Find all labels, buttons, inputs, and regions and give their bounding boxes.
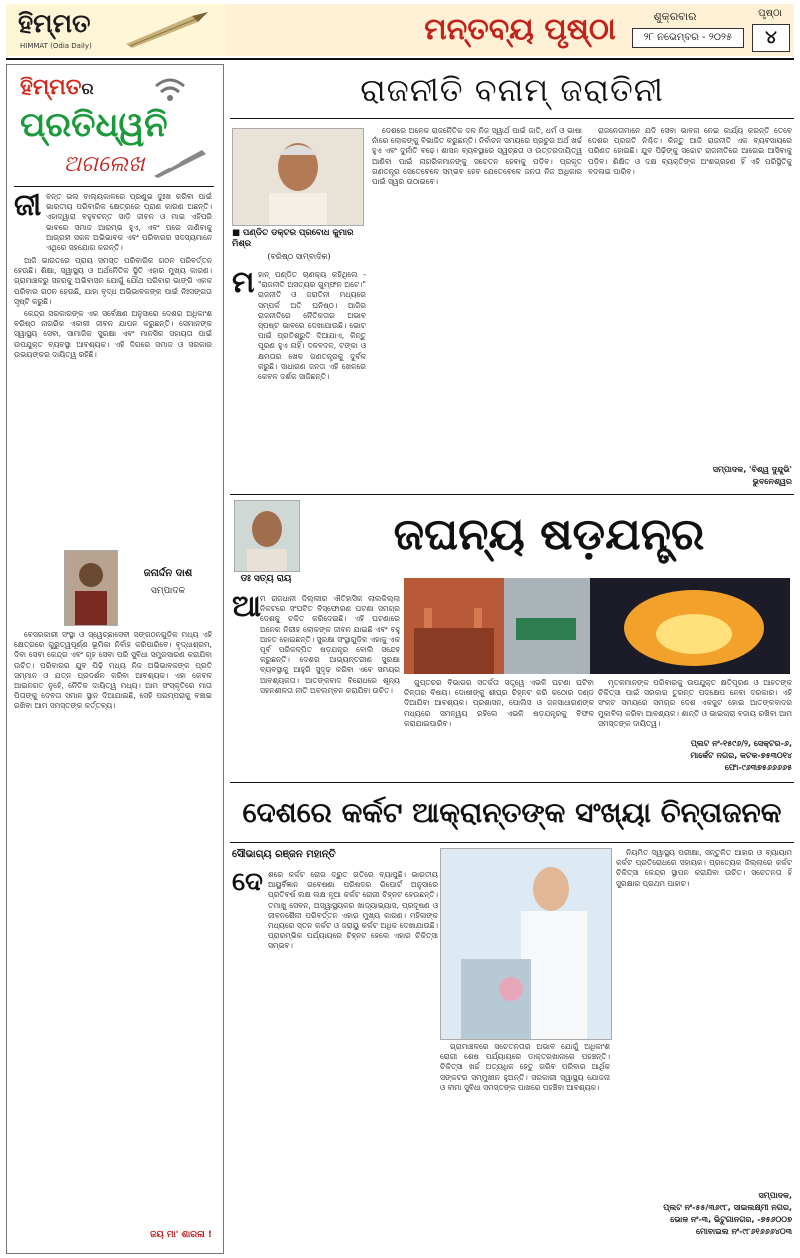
editorial-text-3 [14,630,212,1226]
editorial-brand-a: ହିମ୍ମତ [20,75,82,100]
editorial-author-name: ଜନାର୍ଦ୍ଦନ ଦାଶ [143,568,193,579]
article3-title-divider [230,842,794,843]
article1-byline-role: (ବରିଷ୍ଠ ସାମ୍ବାଦିକ) [267,252,331,261]
article2-col-3 [598,678,792,734]
editorial-author-role: ସମ୍ପାଦକ [150,586,186,596]
article3-sign-3: ଭୋଳ ନଂ-୩, ଭିଟୁଗାନଗର, -୭୫୬୦୦୭ [670,1215,792,1224]
article1-dropcap: ମ [232,265,255,300]
article1-title-divider [230,118,794,119]
article2-addr-1: ପ୍ଲଟ ନଂ-୧୫୯୬/୨, ସେକ୍ଟର-୬, [690,739,792,748]
editorial-author-photo [64,550,118,626]
article3-dropcap: ଦେ [232,867,263,897]
section-title: ମନ୍ତବ୍ୟ ପୃଷ୍ଠା [424,12,616,47]
quill-icon [150,146,210,180]
article2-col-1 [260,594,400,780]
editorial-brand-sub: ଅଗଲେଖ [63,152,145,177]
article1-sign-1: ସମ୍ପାଦକ, 'ବିଶ୍ୱ ଦୁନ୍ଦୁଭି' [712,465,792,474]
article3-sign-4: ମୋବାଇଲ ନଂ-୯୮୬୧୬୬୬୪୦୩ [695,1227,792,1236]
news-photo [404,578,790,674]
article2-col-2 [404,678,594,778]
article1-col2-text: ଦେଶରେ ଅନେକ ରାଜନୈତିକ ଦଳ ନିଜ ସ୍ୱାର୍ଥ ପାଇଁ ଜାତି, ଧର୍ମ ଓ ଭାଷା ନାଁରେ ଲୋକଙ୍କୁ ବିଭାଜିତ କରୁଛନ୍ତି। ନିର୍ବାଚନ ସମୟରେ ପ୍ରଚୁର ଅର୍ଥ ଖର୍ଚ୍ଚ ହୁଏ ଏବଂ ଦୁର୍ନୀତି ବଢ଼େ। ଶାସନ ବ୍ୟବସ୍ଥାରେ ସ୍ୱଚ୍ଛତା ଓ ଉତ୍ତରଦାୟିତ୍ୱ ଆଣିବା ପାଇଁ ନାଗରିକମାନଙ୍କୁ ସଚେତନ ହେବାକୁ ପଡ଼ିବ। ପ୍ରକୃତ ଗଣତନ୍ତ୍ର ସେତେବେଳେ ସମ୍ଭବ ହେବ ଯେତେବେଳେ ଜନତା ନିଜ ଅଧିକାର ପାଇଁ ସ୍ୱର ଉଠାଇବେ। [372,126,582,187]
editorial-brand-main: ପ୍ରତିଧ୍ୱନି [20,105,168,145]
article2-divider [230,782,794,783]
article3-col1-text: ଶରେ କର୍କଟ ରୋଗ ଦ୍ରୁତ ଗତିରେ ବ୍ୟାପୁଛି। ଭାରତୀୟ ଆୟୁର୍ବିଜ୍ଞାନ ଗବେଷଣା ପରିଷଦର ରିପୋର୍ଟ ଅନୁସାରେ ପ୍ରତିବର୍ଷ ଲକ୍ଷ ଲକ୍ଷ ନୂଆ କର୍କଟ ରୋଗୀ ଚିହ୍ନଟ ହେଉଛନ୍ତି। ତମାଖୁ ସେବନ, ଅସ୍ୱାସ୍ଥ୍ୟକର ଖାଦ୍ୟାଭ୍ୟାସ, ପ୍ରଦୂଷଣ ଓ ଜୀବନଶୈଳୀ ପରିବର୍ତ୍ତନ ଏହାର ମୁଖ୍ୟ କାରଣ। ମହିଳାଙ୍କ ମଧ୍ୟରେ ସ୍ତନ କର୍କଟ ଓ ଜରାୟୁ କର୍କଟ ଅଧିକ ଦେଖାଯାଉଛି। ପ୍ରାରମ୍ଭିକ ପର୍ଯ୍ୟାୟରେ ଚିହ୍ନଟ ହେଲେ ଏହାର ଚିକିତ୍ସା ସମ୍ଭବ। [268,870,438,951]
article3-col3-text: ନିୟମିତ ସ୍ୱାସ୍ଥ୍ୟ ପରୀକ୍ଷା, ସନ୍ତୁଳିତ ଆହାର ଓ ବ୍ୟାୟାମ କର୍କଟ ପ୍ରତିରୋଧରେ ସହାୟକ। ପ୍ରତ୍ୟେକ ଜିଲ୍ଲାରେ କର୍କଟ ଚିକିତ୍ସା କେନ୍ଦ୍ର ସ୍ଥାପନ କରାଯିବା ଉଚିତ। ସଚେତନତା ହିଁ ସୁରକ୍ଷାର ପ୍ରଥମ ପାହାଚ। [616,848,792,888]
masthead-day: ଶୁକ୍ରବାର [653,10,697,23]
article2-col2-text: ଗୁପ୍ତଚର ବିଭାଗର ସତର୍କତା ସତ୍ତ୍ୱେ ଏଭଳି ଘଟଣା ଘଟିବା ଚିନ୍ତାର ବିଷୟ। ଦୋଷୀଙ୍କୁ ଶୀଘ୍ର ଚିହ୍ନଟ କରି କଠୋର ଦଣ୍ଡ ଦିଆଯିବା ଆବଶ୍ୟକ। ପ୍ରଶାସନ, ପୋଲିସ ଓ ଜନସାଧାରଣଙ୍କ ମଧ୍ୟରେ ସମନ୍ୱୟ ରହିଲେ ଏଭଳି ଷଡ଼ଯନ୍ତ୍ରକୁ ବିଫଳ କରାଯାଇପାରିବ। [404,678,594,728]
article2-title: ଜଘନ୍ୟ ଷଡ଼ଯନ୍ତ୍ର [393,509,705,560]
person-icon [235,501,299,571]
article1-col-1 [258,270,366,490]
editorial-para-2: ଆଜି ଭାରତରେ ପ୍ରାୟ ସମସ୍ତ ପରିବାରିକ ଗଠନ ପରିବର୍ତ୍ତନ ହେଉଛି। ଶିକ୍ଷା, ସ୍ୱାସ୍ଥ୍ୟ ଓ ଅର୍ଥନୈତିକ ସ୍ଥିତି ଏହାର ମୁଖ୍ୟ କାରଣ। ଗ୍ରାମାଞ୍ଚଳରୁ ସହରକୁ ଅଭିବାସନ ଯୋଗୁଁ ଯୌଥ ପରିବାର ଭାଙ୍ଗି ଏକକ ପରିବାର ଗଠନ ହେଉଛି, ଯାହା ବୃଦ୍ଧ ଅଭିଭାବକଙ୍କ ପାଇଁ ନିଃସଙ୍ଗତା ସୃଷ୍ଟି କରୁଛି। [14,256,212,306]
wifi-icon [150,72,190,106]
article2-addr-2: ମାର୍କେଟ ନଗର, କଟକ-୭୫୩୦୧୪ [690,751,792,760]
article1-author-photo [232,128,364,226]
editorial-para-3: କେନ୍ଦ୍ର ସରକାରଙ୍କ ଏକ ସର୍ବେକ୍ଷଣ ଅନୁସାରେ ଦେଶର ଅଧିକାଂଶ ବରିଷ୍ଠ ନାଗରିକ ଏକାକୀ ଜୀବନ ଯାପନ କରୁଛନ୍ତି। ସେମାନଙ୍କ ସ୍ୱାସ୍ଥ୍ୟ ସେବା, ସାମାଜିକ ସୁରକ୍ଷା ଏବଂ ମାନସିକ ସହାୟତା ପାଇଁ ଉପଯୁକ୍ତ ବ୍ୟବସ୍ଥା ଆବଶ୍ୟକ। ଏହି ଦିଗରେ ସମାଜ ଓ ସରକାର ଉଭୟଙ୍କର ଦାୟିତ୍ୱ ରହିଛି। [14,309,212,359]
article2-author-photo [234,500,300,572]
article3-title: ଦେଶରେ କର୍କଟ ଆକ୍ରାନ୍ତଙ୍କ ସଂଖ୍ୟା ଚିନ୍ତାଜନକ [242,796,782,829]
article2-photo [404,578,790,674]
article2-dropcap: ଆ [232,589,262,624]
editorial-end-note: ଜୟ ମା' ଶାରଳା ! [150,1230,212,1240]
page-label: ପୃଷ୍ଠା [758,8,782,19]
masthead-logo-subtitle: HIMMAT (Odia Daily) [20,42,92,50]
editorial-text-2 [14,256,212,546]
editorial-brand-divider [14,186,214,187]
person-icon [65,551,117,625]
masthead-logo: ହିମ୍ମତ [18,9,91,39]
article3-col-3 [616,848,792,1178]
masthead-date: ୨୮ ନଭେମ୍ବର - ୨୦୨୫ [632,28,744,48]
editorial-para-1: ବନ୍ତ ଭଲ ବାଲ୍ୟକାଳରେ ପ୍ରଣୁଭ ଦୁଃଖ କରିବା ପାଇଁ ଭାରତୀୟ ପରିବାରିକ କ୍ଷେତ୍ରରେ ପ୍ରାଣ କାରଣ ଅଛନ୍ତି। ଏହାଦ୍ୱାରା ବହୁବଚନ୍ତ ସାଡ଼ି ଜୀବନ ଓ ମାଇ ଏହିପରି ଭାବରେ ସମାଜ ଆରମ୍ଭ ହୁଏ, ଏବଂ ପରେ ଜାଣିବାକୁ ଆଗ୍ରହୀ ସକଳ ଅଭିଭାବକ ଏବଂ ପରିବାରର ସଦସ୍ୟମାନେ ଏଥିରେ ସହଯୋଗ କରନ୍ତି। [46,192,212,253]
article3-photo [440,848,612,1040]
pen-icon [122,10,218,50]
article3-sign-2: ପ୍ଲଟ ନଂ-୫୫/୩୬୯୮, ସାଇଲକ୍ଷ୍ମୀ ନଗର, [663,1203,792,1212]
editorial-brand-b: ର [81,79,94,98]
editorial-brand [20,74,94,103]
article2-col-1b [232,630,260,780]
page-number: ୪ [752,24,790,52]
article2-author: ଡଃ ସତ୍ୟ ରାୟ [240,574,292,584]
article1-divider [230,494,794,495]
article3-author: ସୌଭାଗ୍ୟ ରଞ୍ଜନ ମହାନ୍ତି [232,849,336,860]
article1-sign-2: ଭୁବନେଶ୍ୱର [752,477,792,486]
article3-col-1 [268,870,438,1240]
article3-col-2 [440,1042,610,1242]
article3-col2-text: ଗ୍ରାମାଞ୍ଚଳରେ ସଚେତନତାର ଅଭାବ ଯୋଗୁଁ ଅଧିକାଂଶ ରୋଗୀ ଶେଷ ପର୍ଯ୍ୟାୟରେ ଡାକ୍ତରଖାନାରେ ପହଞ୍ଚନ୍ତି। ଚିକିତ୍ସା ଖର୍ଚ୍ଚ ଅତ୍ୟଧିକ ହେତୁ ଗରିବ ପରିବାର ଆର୍ଥିକ ସଙ୍କଟର ସମ୍ମୁଖୀନ ହୁଅନ୍ତି। ସରକାରୀ ସ୍ୱାସ୍ଥ୍ୟ ଯୋଜନା ଓ ବୀମା ସୁବିଧା ସମସ୍ତଙ୍କ ପାଖରେ ପହଞ୍ଚିବା ଆବଶ୍ୟକ। [440,1042,610,1092]
editorial-text-1 [46,192,212,254]
article2-col3-text: ମୃତକମାନଙ୍କ ପରିବାରକୁ ଉପଯୁକ୍ତ କ୍ଷତିପୂରଣ ଓ ଆହତଙ୍କ ଚିକିତ୍ସା ପାଇଁ ସରକାର ତୁରନ୍ତ ପଦକ୍ଷେପ ନେବା ଦରକାର। ଏହି ସଂକଟ ସମୟରେ ସମଗ୍ର ଦେଶ ଏକଜୁଟ ହୋଇ ଆତଙ୍କବାଦର ମୁକାବିଲା କରିବା ଆବଶ୍ୟକ। ଶାନ୍ତି ଓ ଭାଇଚାରା ବଜାୟ ରଖିବା ଆମ ସମସ୍ତଙ୍କ ଦାୟିତ୍ୱ। [598,678,792,728]
article1-col3-text: ରାଜନେତାମାନେ ଯଦି ସେବା ଭାବନା ନେଇ କାର୍ଯ୍ୟ କରନ୍ତି ତେବେ ଦେଶର ପ୍ରଗତି ନିଶ୍ଚିତ। କିନ୍ତୁ ଆଜି ରାଜନୀତି ଏକ ବ୍ୟବସାୟରେ ପରିଣତ ହୋଇଛି। ଯୁବ ପିଢ଼ିଙ୍କୁ ସଚ୍ଚୋଟ ରାଜନୀତିରେ ଆଗେଇ ଆସିବାକୁ ପଡ଼ିବ। ଶିକ୍ଷିତ ଓ ଦକ୍ଷ ବ୍ୟକ୍ତିଙ୍କ ଅଂଶଗ୍ରହଣ ହିଁ ଏହି ପରିସ୍ଥିତିକୁ ବଦଳାଇ ପାରିବ। [588,126,792,176]
article1-title: ରାଜନୀତି ବନାମ୍ ଜରାତିନୀ [360,71,664,109]
editorial-para-4: ବେସରକାରୀ ସଂସ୍ଥା ଓ ସ୍ୱେଚ୍ଛାସେବୀ ସଙ୍ଗଠନଗୁଡ଼ିକ ମଧ୍ୟ ଏହି କ୍ଷେତ୍ରରେ ଗୁରୁତ୍ୱପୂର୍ଣ୍ଣ ଭୂମିକା ନିର୍ବାହ କରିପାରିବେ। ବୃଦ୍ଧାଶ୍ରମ, ଦିବା ସେବା କେନ୍ଦ୍ର ଏବଂ ଗୃହ ସେବା ପରି ସୁବିଧା ସମ୍ପ୍ରସାରଣ କରାଯିବା ଉଚିତ। ପରିବାରର ଯୁବ ପିଢ଼ି ମଧ୍ୟ ନିଜ ଅଭିଭାବକଙ୍କ ପ୍ରତି ସମ୍ମାନ ଓ ଯତ୍ନ ପ୍ରଦର୍ଶନ କରିବା ଆବଶ୍ୟକ। ଏହା କେବଳ ଆଇନଗତ ନୁହେଁ, ନୈତିକ ଦାୟିତ୍ୱ ମଧ୍ୟ। ଆମ ସଂସ୍କୃତିରେ ମାତା ପିତାଙ୍କୁ ଦେବତା ସମାନ ସ୍ଥାନ ଦିଆଯାଇଛି, ସେହି ପରମ୍ପରାକୁ ବଞ୍ଚାଇ ରଖିବା ଆମ ସମସ୍ତଙ୍କ କର୍ତ୍ତବ୍ୟ। [14,630,212,711]
article1-col-2 [372,126,582,492]
article1-col-3 [588,126,792,456]
article2-addr-3: ଫୋ-୯୬୩୭୫୬୬୬୬୫ [724,763,792,772]
article3-sign-1: ସମ୍ପାଦକ, [758,1191,792,1200]
masthead-divider [6,58,794,60]
doctor-photo [441,849,611,1039]
person-icon [233,129,363,225]
article1-col1-text: ହାନ୍ ପଣ୍ଡିତ ଚାଣକ୍ୟ କହିଥିଲେ - "ରାଜନୀତି ଅସତ୍ୟର ଗୁମ୍ଫନ ଅଟେ।" ରାଜନୀତି ଓ ଜରାତିନୀ ମଧ୍ୟରେ ସମ୍ପର୍କ ଅତି ଘନିଷ୍ଠ। ଆଜିର ରାଜନୀତିରେ ନୈତିକତାର ଅଭାବ ସ୍ପଷ୍ଟ ଭାବରେ ଦେଖାଯାଉଛି। ଭୋଟ ପାଇଁ ପ୍ରତିଶ୍ରୁତି ଦିଆଯାଏ, କିନ୍ତୁ ପୂରଣ ହୁଏ ନାହିଁ। ଦଳବଦଳ, ଟଙ୍କା ଓ କ୍ଷମତାର ଖେଳ ଗଣତନ୍ତ୍ରକୁ ଦୁର୍ବଳ କରୁଛି। ସାଧାରଣ ଜନତା ଏହି ଖେଳରେ କେବଳ ଦର୍ଶକ ସାଜିଛନ୍ତି। [258,270,366,382]
editorial-dropcap: ଜୀ [14,188,42,223]
article2-col1-text: ମ ରାଜଧାନୀ ଦିଲ୍ଲୀର ଐତିହାସିକ ଲାଲକିଲ୍ଲା ନିକଟରେ ସଂଘଟିତ ବିସ୍ଫୋରଣ ଘଟଣା ସମଗ୍ର ଦେଶକୁ ଚକିତ କରିଦେଇଛି। ଏହି ଘଟଣାରେ ଅନେକ ନିରୀହ ଲୋକଙ୍କ ଜୀବନ ଯାଇଛି ଏବଂ ବହୁ ଆହତ ହୋଇଛନ୍ତି। ସୁରକ୍ଷା ସଂସ୍ଥାଗୁଡ଼ିକ ଏହାକୁ ଏକ ପୂର୍ବ ପରିକଳ୍ପିତ ଷଡ଼ଯନ୍ତ୍ର ବୋଲି ସନ୍ଦେହ କରୁଛନ୍ତି। ଦେଶର ଆଭ୍ୟନ୍ତରୀଣ ସୁରକ୍ଷା ବ୍ୟବସ୍ଥାକୁ ଆହୁରି ସୁଦୃଢ଼ କରିବା ଏବେ ସମୟର ଆବଶ୍ୟକତା। ଆତଙ୍କବାଦ ବିରୋଧରେ ଶୂନ୍ୟ ସହନଶୀଳତା ନୀତି ଅବଲମ୍ବନ କରାଯିବା ଉଚିତ। [260,594,400,695]
article1-byline: ■ ପଣ୍ଡିତ ଡକ୍ଟର ପ୍ରବୋଧ କୁମାର ମିଶ୍ର [232,228,354,249]
